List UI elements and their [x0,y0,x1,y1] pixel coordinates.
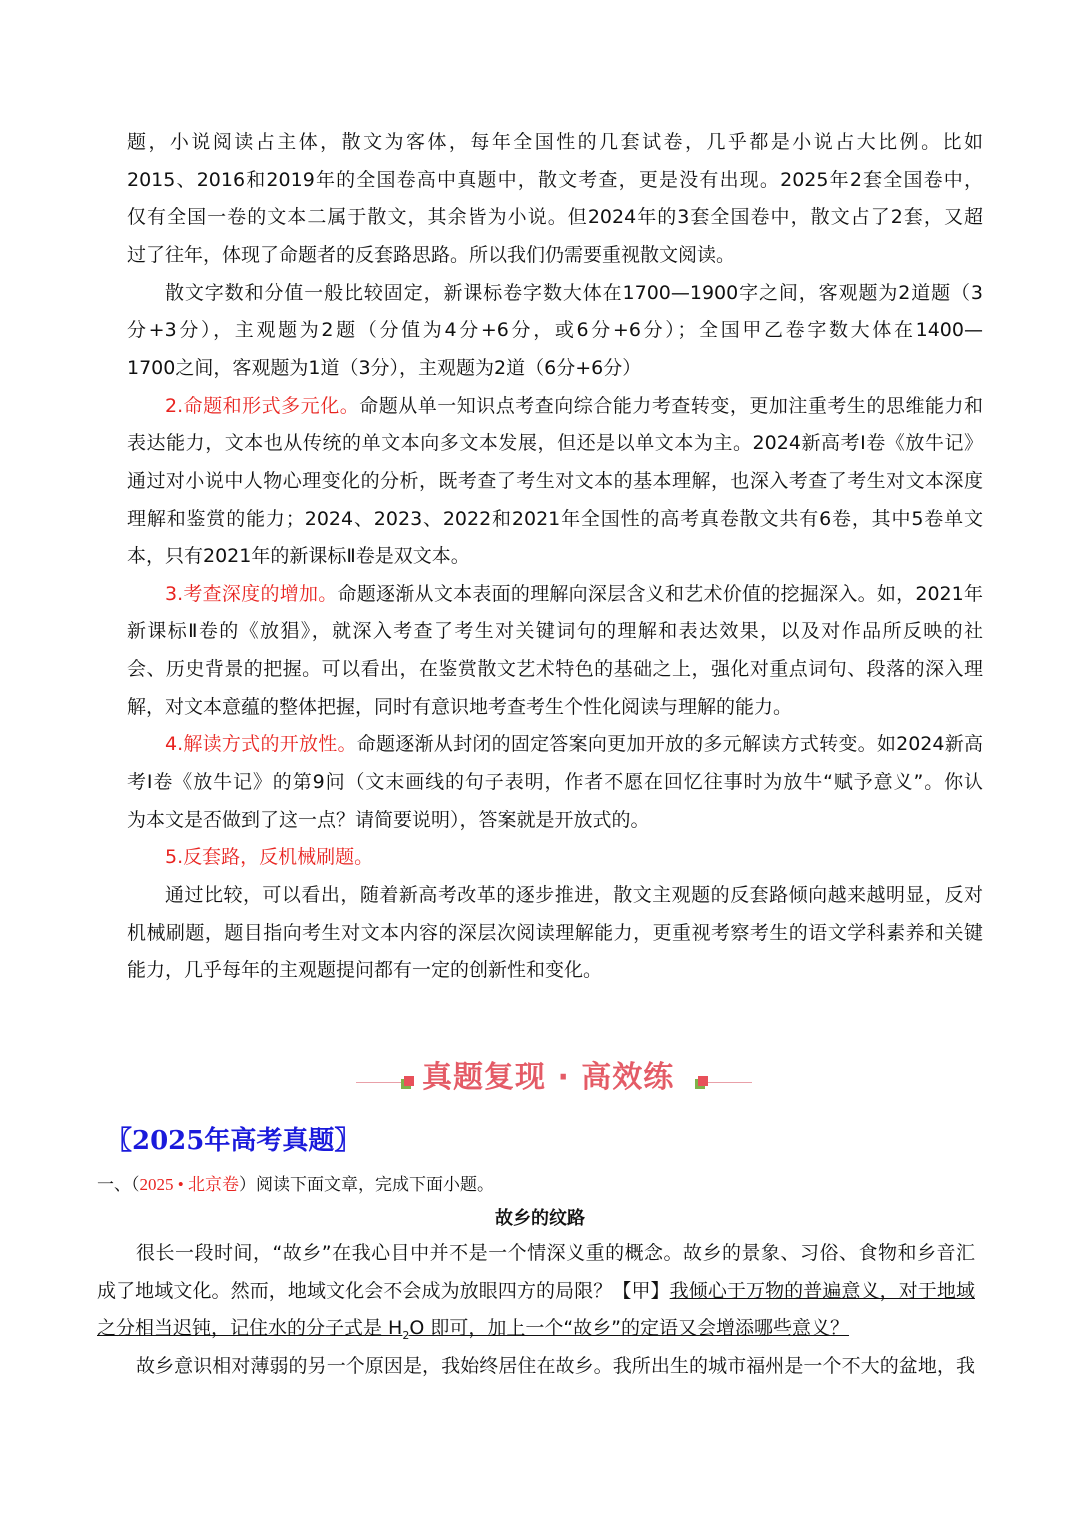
body-line [127,318,983,342]
body-line [165,883,983,907]
body-line-text: 表达能力，文本也从传统的单文本向多文本发展，但还是以单文本为主。2024新高考Ⅰ卷《放牛记》 [127,432,983,455]
body-line [127,657,983,681]
body-line [127,958,983,982]
body-line-text: 命题从单一知识点考查向综合能力考查转变，更加注重考生的思维能力和 [359,394,983,417]
body-line [165,845,983,869]
body-line [127,469,983,493]
body-line [165,281,983,305]
point-heading: 2.命题和形式多元化。 [165,394,360,417]
body-line-text: 理解和鉴赏的能力；2024、2023、2022和2021年全国性的高考真卷散文共有6卷，其中5卷单文 [127,507,983,530]
body-line [127,695,983,719]
body-line [127,356,983,380]
body-line [127,168,983,192]
body-line-text: 能力，几乎每年的主观题提问都有一定的创新性和变化。 [127,959,603,982]
body-line [127,544,983,568]
body-line [165,582,983,606]
body-line-text: 散文字数和分值一般比较固定，新课标卷字数大体在1700—1900字之间，客观题为2道题（3 [165,281,983,304]
body-line [165,394,983,418]
body-line-text: 新课标Ⅱ卷的《放猖》，就深入考查了考生对关键词句的理解和表达效果，以及对作品所反映的社 [127,620,983,643]
article-line: 很长一段时间，“故乡”在我心目中并不是一个情深义重的概念。故乡的景象、习俗、食物和乡音汇 [136,1242,975,1264]
body-line-text: 通过对小说中人物心理变化的分析，既考查了考生对文本的基本理解，也深入考查了考生对文本深度 [127,469,983,492]
point-heading: 5.反套路，反机械刷题。 [165,846,374,869]
body-line-text: 1700之间，客观题为1道（3分），主观题为2道（6分+6分） [127,356,642,379]
underlined-sentence [97,1317,850,1342]
question-prefix: 一、（ [97,1175,140,1194]
article-line [97,1316,975,1348]
article-line [97,1279,975,1305]
question-suffix: ）阅读下面文章，完成下面小题。 [238,1175,494,1194]
body-line-text: 题，小说阅读占主体，散文为客体，每年全国性的几套试卷，几乎都是小说占大比例。比如 [127,131,983,153]
body-line-text: 解，对文本意蕴的整体把握，同时有意识地考查考生个性化阅读与理解的能力。 [127,695,793,718]
subscript: 2 [402,1328,410,1342]
body-line-text: 通过比较，可以看出，随着新高考改革的逐步推进，散文主观题的反套路倾向越来越明显，反对 [165,884,983,906]
banner-square-right-icon [698,1076,708,1086]
body-line-text: 考Ⅰ卷《放牛记》的第9问（文末画线的句子表明，作者不愿在回忆往事时为放牛“赋予意义”。你认 [127,771,983,794]
body-line-text: 2015、2016和2019年的全国卷高中真题中，散文考查，更是没有出现。2025年2套全国卷中， [127,168,983,191]
body-line-text: 命题逐渐从文本表面的理解向深层含义和艺术价值的挖掘深入。如，2021年 [337,582,983,605]
article-text: 成了地域文化。然而，地域文化会不会成为放眼四方的局限？【甲】 [97,1280,670,1302]
banner-square-left-icon [404,1076,414,1086]
underlined-text: 之分相当迟钝，记住水的分子式是 H [97,1317,403,1339]
body-line-text: 过了往年，体现了命题者的反套路思路。所以我们仍需要重视散文阅读。 [127,243,736,266]
question-intro [97,1170,494,1195]
question-source: 2025 • 北京卷 [139,1175,239,1194]
article-line: 故乡意识相对薄弱的另一个原因是，我始终居住在故乡。我所出生的城市福州是一个不大的盆地，我 [136,1355,975,1377]
body-line-text: 为本文是否做到了这一点？请简要说明），答案就是开放式的。 [127,808,650,831]
body-line-text: 仅有全国一卷的文本二属于散文，其余皆为小说。但2024年的3套全国卷中，散文占了2套，又超 [127,206,983,229]
body-line [127,921,983,945]
body-line-text: 本，只有2021年的新课标Ⅱ卷是双文本。 [127,545,470,568]
body-line [127,205,983,229]
body-line [127,130,983,154]
point-heading: 3.考查深度的增加。 [165,582,338,605]
body-line-text: 分+3分），主观题为2题（分值为4分+6分，或6分+6分）；全国甲乙卷字数大体在1400— [127,319,983,342]
body-line [127,808,983,832]
section-banner [356,1050,752,1096]
body-line [165,732,983,756]
body-line-text: 命题逐渐从封闭的固定答案向更加开放的多元解读方式转变。如2024新高 [356,733,983,756]
article-title: 故乡的纹路 [495,1208,585,1229]
banner-divider-left [356,1082,402,1083]
body-line [127,507,983,531]
body-line-text: 机械刷题，题目指向考生对文本内容的深层次阅读理解能力，更重视考察考生的语文学科素养和关键 [127,921,983,944]
underlined-text: O 即可，加上一个“故乡”的定语又会增添哪些意义？ [409,1317,850,1339]
body-line [127,243,983,267]
point-heading: 4.解读方式的开放性。 [165,733,357,756]
body-line [127,619,983,643]
section-heading: 〖2025年高考真题〗 [106,1126,361,1156]
body-line [127,431,983,455]
banner-title: 真题复现 · 高效练 [422,1060,675,1095]
body-line-text: 会、历史背景的把握。可以看出，在鉴赏散文艺术特色的基础之上，强化对重点词句、段落的深入理 [127,658,983,681]
banner-divider-right [708,1082,752,1083]
underlined-sentence: 我倾心于万物的普遍意义，对于地域 [669,1280,975,1302]
body-line [127,770,983,794]
